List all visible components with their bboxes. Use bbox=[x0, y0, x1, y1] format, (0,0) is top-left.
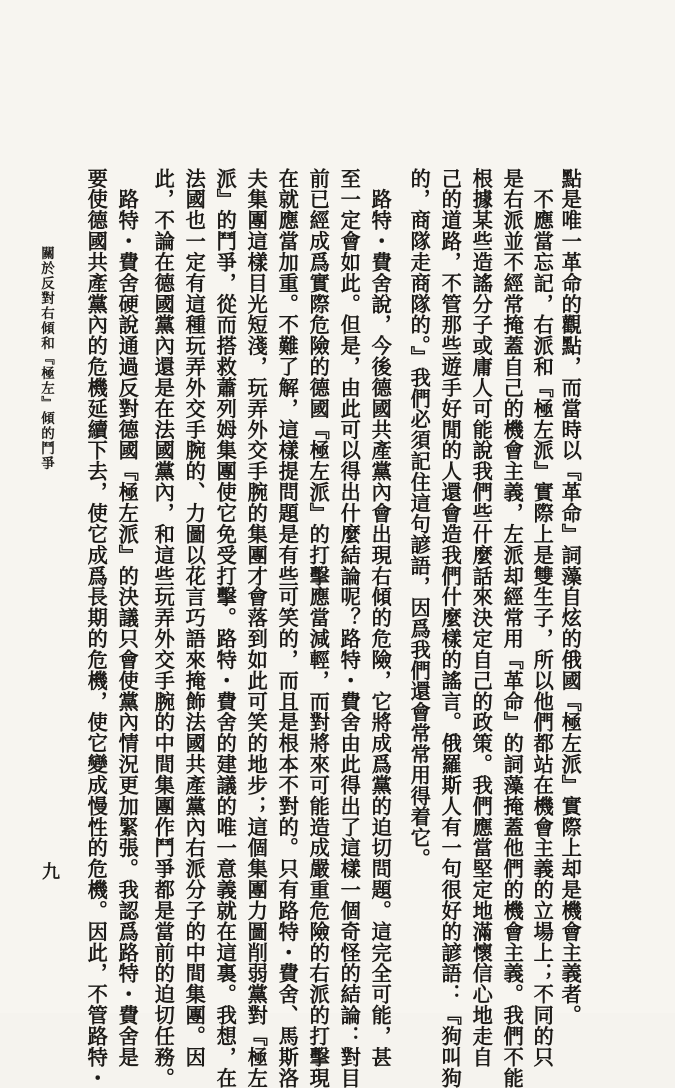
text-column: 點是唯一革命的觀點，而當時以『革命』詞藻自炫的俄國『極左派』實際上却是機會主義者。 bbox=[558, 168, 583, 1026]
page-number: 九 bbox=[42, 862, 60, 883]
text-column: 此，不論在德國黨內還是在法國黨內，和這些玩弄外交手腕的中間集團作鬥爭都是當前的迫切任務。 bbox=[151, 168, 176, 1088]
text-column: 己的道路，不管那些遊手好閒的人還會造我們什麼樣的謠言。俄羅斯人有一句很好的諺語：『狗叫狗 bbox=[438, 168, 463, 1088]
text-column: 在就應當加重。不難了解，這樣提問題是有些可笑的，而且是根本不對的。只有路特・費舍、馬斯洛 bbox=[275, 168, 300, 1088]
text-column: 至一定會如此。但是，由此可以得出什麼結論呢？路特・費舍由此得出了這樣一個奇怪的結論：對目 bbox=[337, 168, 362, 1088]
text-column: 不應當忘記，右派和『極左派』實際上是雙生子，所以他們都站在機會主義的立場上；不同的只 bbox=[530, 168, 555, 1068]
text-column: 夫集團這樣目光短淺，玩弄外交手腕的集團才會落到如此可笑的地步；這個集團力圖削弱黨對『極左 bbox=[244, 168, 269, 1088]
text-column: 要使德國共產黨內的危機延續下去，使它成爲長期的危機，使它變成慢性的危機。因此，不管路特・ bbox=[84, 168, 109, 1088]
text-column: 的，商隊走商隊的。』我們必須記住這句諺語，因爲我們還會常常用得着它。 bbox=[407, 168, 432, 870]
text-column: 路特・費舍硬說通過反對德國『極左派』的決議只會使黨內情況更加緊張。我認爲路特・費舍是 bbox=[115, 168, 140, 1068]
text-column: 派』的鬥爭，從而搭救蕭列姆集團使它免受打擊。路特・費舍的建議的唯一意義就在這裏。我想，在 bbox=[213, 168, 238, 1088]
text-column: 路特・費舍說，今後德國共產黨內會出現右傾的危險，它將成爲黨的迫切問題。這完全可能，甚 bbox=[368, 168, 393, 1068]
text-column: 是右派並不經常掩蓋自己的機會主義，左派却經常用『革命』的詞藻掩蓋他們的機會主義。我們不能 bbox=[500, 168, 525, 1088]
text-column: 前已經成爲實際危險的德國『極左派』的打擊應當減輕，而對將來可能造成嚴重危險的右派的打擊現 bbox=[306, 168, 331, 1088]
text-column: 根據某些造謠分子或庸人可能說我們些什麼話來決定自己的政策。我們應當堅定地滿懷信心地走自 bbox=[469, 168, 494, 1068]
running-head: 關於反對右傾和『極左』傾的鬥爭 bbox=[38, 246, 54, 471]
text-column: 法國也一定有這種玩弄外交手腕的、力圖以花言巧語來掩飾法國共產黨內右派分子的中間集團。因 bbox=[182, 168, 207, 1068]
